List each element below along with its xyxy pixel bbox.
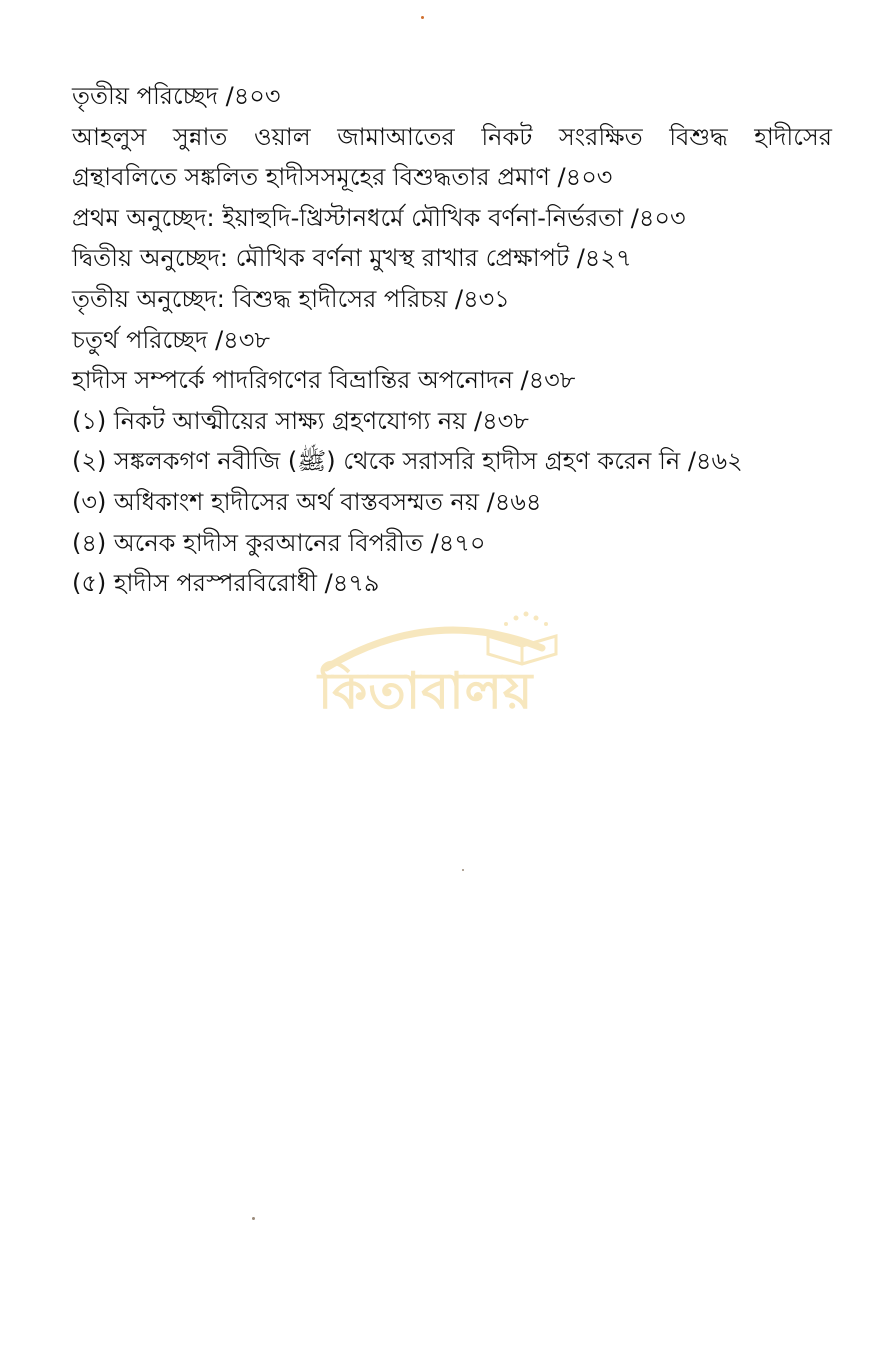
scan-speck bbox=[252, 1217, 255, 1220]
toc-line: হাদীস সম্পর্কে পাদরিগণের বিভ্রান্তির অপনোদন /৪৩৮ bbox=[72, 366, 576, 395]
toc-line: তৃতীয় অনুচ্ছেদ: বিশুদ্ধ হাদীসের পরিচয় /৪৩১ bbox=[72, 284, 510, 313]
toc-line: (১) নিকট আত্মীয়ের সাক্ষ্য গ্রহণযোগ্য নয় /৪৩৮ bbox=[72, 406, 529, 435]
toc-line: দ্বিতীয় অনুচ্ছেদ: মৌখিক বর্ণনা মুখস্থ রাখার প্রেক্ষাপট /৪২৭ bbox=[72, 244, 632, 273]
toc-line: (৩) অধিকাংশ হাদীসের অর্থ বাস্তবসম্মত নয় /৪৬৪ bbox=[72, 487, 542, 516]
watermark-text: কিতাবালয় bbox=[318, 661, 534, 720]
watermark-logo bbox=[312, 608, 572, 728]
toc-line: প্রথম অনুচ্ছেদ: ইয়াহুদি-খ্রিস্টানধর্মে মৌখিক বর্ণনা-নির্ভরতা /৪০৩ bbox=[72, 203, 686, 232]
toc-line: (২) সঙ্কলকগণ নবীজি (ﷺ) থেকে সরাসরি হাদীস গ্রহণ করেন নি /৪৬২ bbox=[72, 447, 743, 476]
table-of-contents bbox=[72, 76, 832, 604]
open-book-icon bbox=[312, 608, 572, 728]
toc-line: আহলুস সুন্নাত ওয়াল জামাআতের নিকট সংরক্ষিত বিশুদ্ধ হাদীসের bbox=[72, 122, 832, 151]
scan-speck bbox=[421, 16, 424, 19]
toc-line: (৫) হাদীস পরস্পরবিরোধী /৪৭৯ bbox=[72, 569, 380, 598]
scan-speck bbox=[462, 869, 464, 871]
toc-line: তৃতীয় পরিচ্ছেদ /৪০৩ bbox=[72, 82, 281, 110]
toc-line: চতুর্থ পরিচ্ছেদ /৪৩৮ bbox=[72, 325, 270, 354]
toc-line: (৪) অনেক হাদীস কুরআনের বিপরীত /৪৭০ bbox=[72, 528, 486, 557]
toc-line: গ্রন্থাবলিতে সঙ্কলিত হাদীসসমূহের বিশুদ্ধতার প্রমাণ /৪০৩ bbox=[72, 163, 613, 192]
